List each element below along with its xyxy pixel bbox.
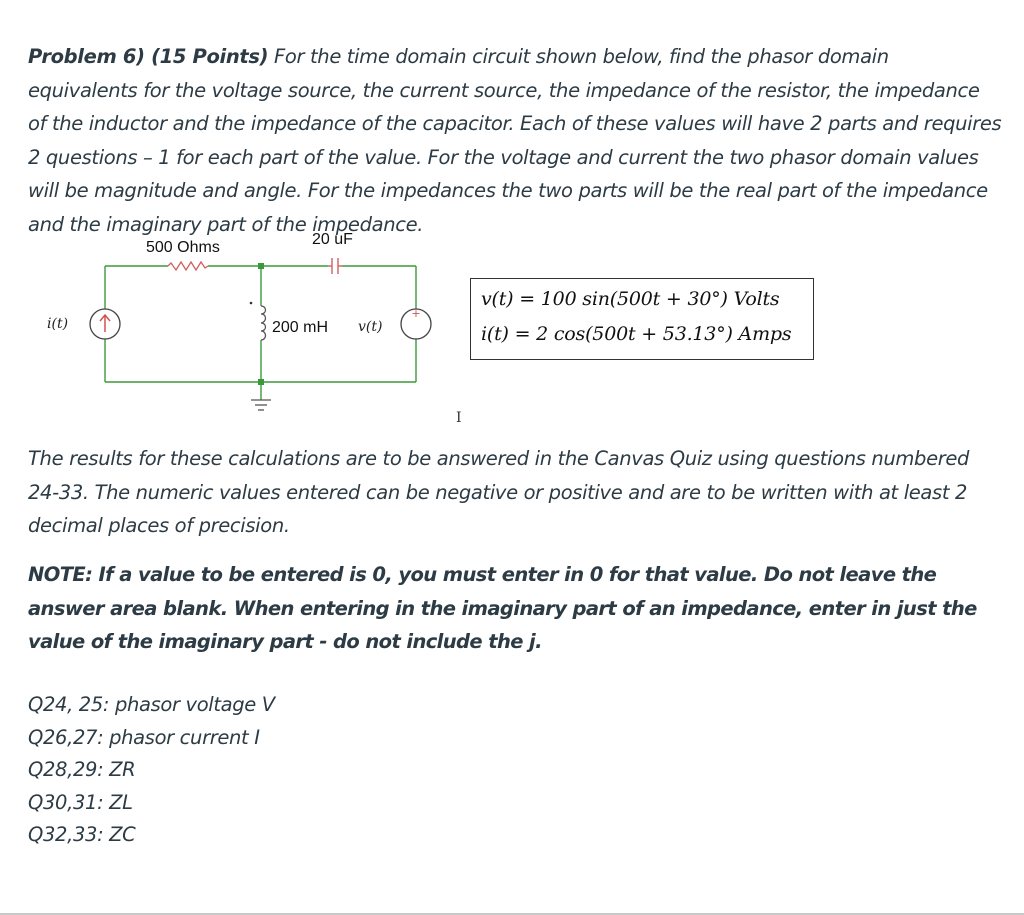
circuit-diagram [40, 222, 460, 422]
question-item-2: Q26,27: phasor current I [28, 725, 260, 749]
current-source-label: i(t) [47, 316, 69, 332]
results-instructions: The results for these calculations are to be answered in the Canvas Quiz using questions numbered 24-33. The numeric values entered can be negative or positive and are to be written with at least 2 decimal places of precision. [28, 447, 970, 537]
question-item-4: Q30,31: ZL [28, 790, 133, 814]
question-item-3: Q28,29: ZR [28, 758, 136, 782]
node-bottom [258, 379, 264, 385]
voltage-source-label: v(t) [358, 319, 383, 335]
question-list [28, 689, 275, 852]
problem-label: Problem 6) (15 Points) [28, 45, 269, 68]
capacitor-symbol [328, 258, 342, 274]
inductor-label: 200 mH [272, 319, 329, 336]
inductor-symbol [261, 306, 266, 340]
text-cursor-mark: I [456, 410, 462, 426]
question-item-1: Q24, 25: phasor voltage V [28, 693, 275, 716]
ground-symbol [251, 400, 271, 410]
current-equation: i(t) = 2 cos(500t + 53.13°) Amps [481, 323, 792, 345]
question-item-5: Q32,33: ZC [28, 823, 136, 847]
resistor-symbol [168, 262, 208, 270]
voltage-equation: v(t) = 100 sin(500t + 30°) Volts [481, 288, 780, 310]
problem-statement [28, 40, 1003, 241]
resistor-label: 500 Ohms [146, 239, 220, 256]
node-top [258, 263, 264, 269]
capacitor-label: 20 uF [312, 231, 353, 248]
voltage-plus: + [411, 307, 421, 320]
note-text: NOTE: If a value to be entered is 0, you must enter in 0 for that value. Do not leave the answer area blank. When entering in the imaginary part of an impedance, enter in just the value of the imaginary part - do not include the j. [28, 563, 977, 653]
equations-box [470, 278, 814, 360]
problem-text: For the time domain circuit shown below, find the phasor domain equivalents for the voltage source, the current source, the impedance of the resistor, the impedance of the inductor and the impedance of the capacitor. Each of these values will have 2 parts and requires 2 questions – 1 for each part of the value. For the voltage and current the two phasor domain values will be magnitude and angle. For the impedances the two parts will be the real part of the impedance and the imaginary part of the impedance. [28, 45, 1002, 236]
